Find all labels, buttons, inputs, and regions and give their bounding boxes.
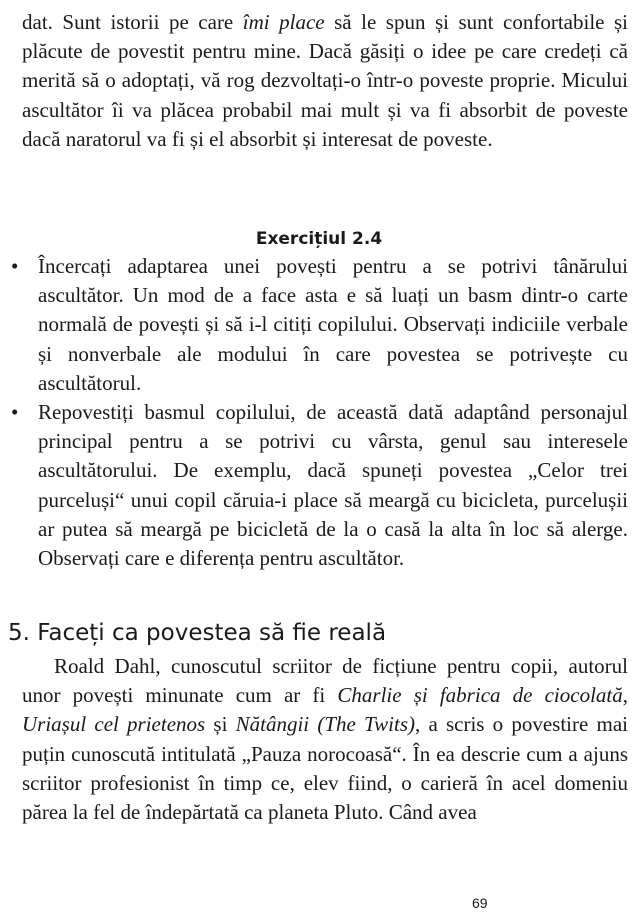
book-title: Nătângii (The Twits) xyxy=(235,712,415,737)
emphasis-text: îmi place xyxy=(242,10,325,34)
list-item xyxy=(0,252,628,398)
list-item-text: Repovestiți basmul copilului, de această dată adaptând personajul principal pentru a se potrivi cu vârsta, genul sau interesele ascultătorului. De exemplu, dacă spuneți povestea „Celor trei purceluși“ unui copil căruia-i place să meargă cu bicicleta, purcelușii ar putea să meargă pe bicicletă de la o casă la alta în loc să alerge. Observați care e diferența pentru ascultător. xyxy=(38,400,628,571)
list-item-text: Încercați adaptarea unei povești pentru a se potrivi tânărului ascultător. Un mod de a face asta e să luați un basm dintr-o carte normală de povești și să i-l citiți copilului. Observați indiciile verbale și nonverbale ale modului în care povestea se potrivește cu ascultătorul. xyxy=(38,254,628,395)
paragraph-text-rest: să le spun și sunt confortabile și plăcute de povestit pentru mine. Dacă găsiți o idee pe care credeți că merită să o adoptați, vă rog dezvoltați-o într-o poveste proprie. Micului ascultător îi va plăcea probabil mai mult și va fi absorbit de poveste dacă naratorul va fi și el absorbit și interesat de poveste. xyxy=(22,10,629,151)
page-number: 69 xyxy=(472,895,488,911)
separator-text: , xyxy=(622,683,628,708)
book-title: Uriașul cel prietenos xyxy=(22,712,206,737)
book-title: Charlie și fabrica de ciocolată xyxy=(337,683,623,708)
section-paragraph xyxy=(22,652,628,827)
section-heading: 5. Faceți ca povestea să fie reală xyxy=(8,620,387,646)
exercise-heading: Exercițiul 2.4 xyxy=(255,229,383,249)
paragraph-text: Roald Dahl, cunoscutul scriitor de ficțiune pentru copii, autorul unor povești minunate cum ar fi xyxy=(22,654,628,708)
bullet-icon: • xyxy=(11,400,19,425)
exercise-list xyxy=(0,252,628,573)
paragraph-text: , a scris o povestire mai puțin cunoscută intitulată „Pauza norocoasă“. În ea descrie cum a ajuns scriitor profesionist în timp ce, elev fiind, o carieră în acel domeniu părea la fel de îndepărtată ca planeta Pluto. Când avea xyxy=(22,712,629,825)
list-item xyxy=(0,398,628,573)
body-paragraph xyxy=(22,8,628,154)
paragraph-text-start: dat. Sunt istorii pe care xyxy=(22,10,243,34)
bullet-icon: • xyxy=(11,254,19,278)
separator-text: și xyxy=(205,712,236,737)
